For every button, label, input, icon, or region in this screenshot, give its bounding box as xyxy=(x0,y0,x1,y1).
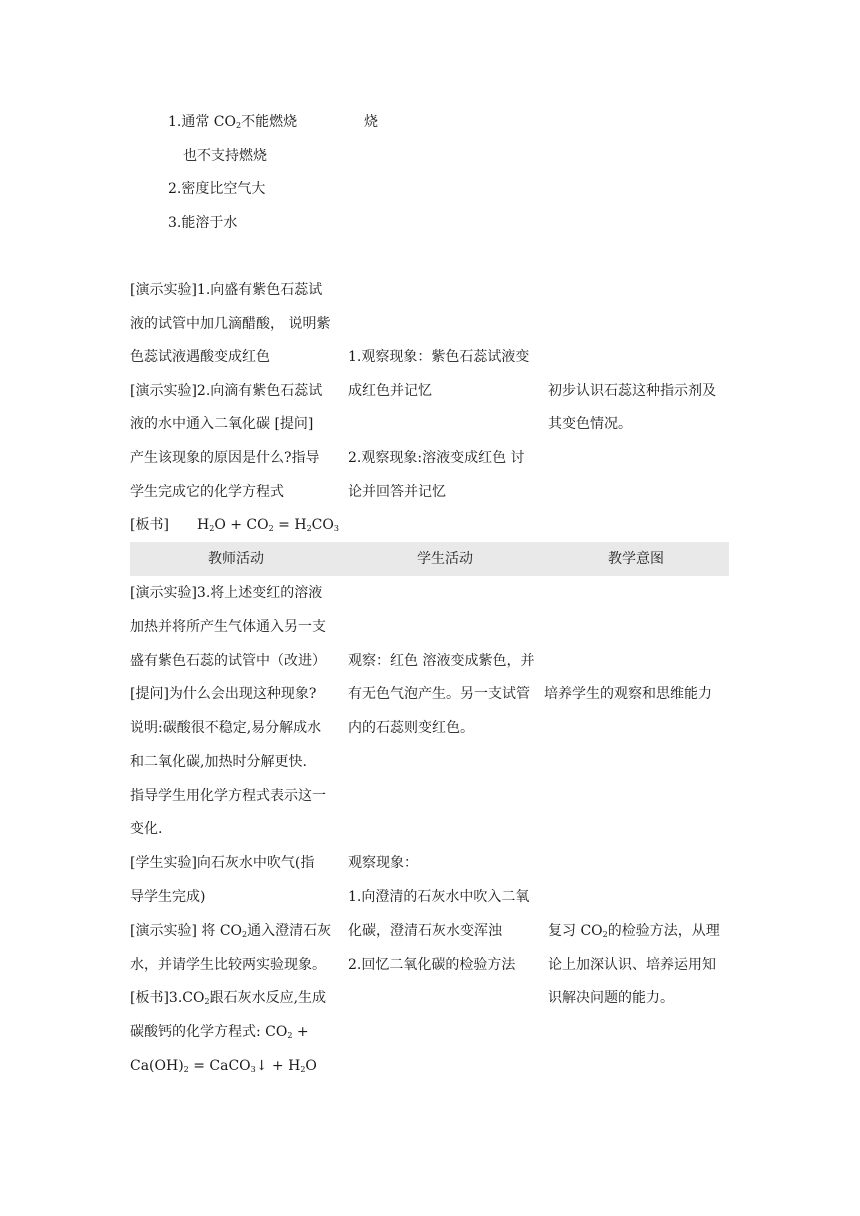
demo-4-sub: 2 xyxy=(242,930,248,939)
teacher-line: [演示实验]1.向盛有紫色石蕊试 xyxy=(130,282,323,298)
eq-sub: 2 xyxy=(306,524,312,533)
intent-2-line3: 识解决问题的能力。 xyxy=(548,990,674,1006)
board-2-sub: 2 xyxy=(204,997,210,1006)
list-item-1-text-a: 1.通常 CO xyxy=(168,114,236,130)
board-2-line2-a: 碳酸钙的化学方程式: CO xyxy=(130,1024,288,1040)
list-item-1 xyxy=(168,113,297,131)
teacher-line: 盛有紫色石蕊的试管中（改进） xyxy=(130,653,326,669)
eq-part: O xyxy=(305,1058,317,1074)
teacher-line: 变化. xyxy=(130,821,163,837)
intent-2-text-b: 的检验方法，从理 xyxy=(607,923,720,939)
teacher-line: 加热并将所产生气体通入另一支 xyxy=(130,619,326,635)
student-line: 内的石蕊则变红色。 xyxy=(348,720,474,736)
student-line: 化碳，澄清石灰水变浑浊 xyxy=(348,923,502,939)
board-2-text-a: [板书]3.CO xyxy=(130,990,205,1006)
header-teacher: 教师活动 xyxy=(208,551,264,567)
teacher-line: [提问]为什么会出现这种现象? xyxy=(130,686,317,702)
header-intent: 教学意图 xyxy=(608,551,664,567)
header-student: 学生活动 xyxy=(417,551,473,567)
teacher-line: [演示实验]2.向滴有紫色石蕊试 xyxy=(130,383,323,399)
student-line: 2.回忆二氧化碳的检验方法 xyxy=(348,957,516,973)
eq-part: H xyxy=(197,517,210,533)
eq-part: = CaCO xyxy=(188,1058,251,1074)
intent-2-line xyxy=(548,922,720,940)
teacher-line: 导学生完成) xyxy=(130,889,206,905)
teacher-line: 产生该现象的原因是什么?指导 xyxy=(130,450,320,466)
student-line: 成红色并记忆 xyxy=(348,383,432,399)
eq-sub: 2 xyxy=(268,524,274,533)
eq-sub: 2 xyxy=(300,1065,306,1074)
teacher-line: 色蕊试液遇酸变成红色 xyxy=(130,349,270,365)
board-2-line xyxy=(130,989,326,1007)
demo-4-line xyxy=(130,922,331,940)
demo-4-text-b: 通入澄清石灰 xyxy=(247,923,332,939)
teacher-line: [学生实验]向石灰水中吹气(指 xyxy=(130,855,315,871)
intent-line: 其变色情况。 xyxy=(548,416,632,432)
teacher-line: 液的试管中加几滴醋酸， 说明紫 xyxy=(130,316,331,332)
list-item-1-text-b: 不能燃烧 xyxy=(241,114,298,130)
list-item-2: 2.密度比空气大 xyxy=(168,181,266,197)
board-2-line2 xyxy=(130,1023,309,1041)
board-2-line2-sub: 2 xyxy=(287,1031,293,1040)
student-line: 观察：红色 溶液变成紫色，并 xyxy=(348,653,535,669)
demo-4-line2: 水，并请学生比较两实验现象。 xyxy=(130,957,326,973)
eq-part: = H xyxy=(273,517,307,533)
student-line: 观察现象： xyxy=(348,855,418,871)
student-line: 2.观察现象:溶液变成红色 讨 xyxy=(348,450,525,466)
teacher-line: 和二氧化碳,加热时分解更快. xyxy=(130,754,307,770)
teacher-line: 液的水中通入二氧化碳 [提问] xyxy=(130,416,314,432)
teacher-line: [演示实验]3.将上述变红的溶液 xyxy=(130,585,323,601)
eq-sub: 3 xyxy=(250,1065,256,1074)
student-line: 1.向澄清的石灰水中吹入二氧 xyxy=(348,889,530,905)
teacher-line: 学生完成它的化学方程式 xyxy=(130,484,284,500)
intent-2-line2: 论上加深认识、培养运用知 xyxy=(548,957,716,973)
student-line: 1.观察现象：紫色石蕊试液变 xyxy=(348,349,530,365)
eq-sub: 2 xyxy=(209,524,215,533)
board-equation xyxy=(197,516,339,534)
eq-sub: 2 xyxy=(183,1065,189,1074)
intent-2-sub: 2 xyxy=(602,930,608,939)
teacher-line: 说明:碳酸很不稳定,易分解成水 xyxy=(130,720,322,736)
eq-part: O + CO xyxy=(214,517,269,533)
student-line: 论并回答并记忆 xyxy=(348,484,446,500)
board-label: [板书] xyxy=(130,517,169,533)
demo-4-text-a: [演示实验] 将 CO xyxy=(130,923,243,939)
student-line: 有无色气泡产生。另一支试管 xyxy=(348,686,530,702)
intent-line: 培养学生的观察和思维能力 xyxy=(544,686,712,702)
teacher-line: 指导学生用化学方程式表示这一 xyxy=(130,788,326,804)
board-2-line2-b: + xyxy=(292,1024,309,1040)
board-2-line3 xyxy=(130,1057,317,1075)
list-item-1-sub: 2 xyxy=(236,121,242,130)
list-item-1-extra: 烧 xyxy=(364,114,378,130)
eq-part: Ca(OH) xyxy=(130,1058,184,1074)
intent-2-text-a: 复习 CO xyxy=(548,923,603,939)
intent-line: 初步认识石蕊这种指示剂及 xyxy=(548,383,716,399)
eq-part: CO xyxy=(311,517,334,533)
eq-part: ↓ + H xyxy=(255,1058,301,1074)
eq-sub: 3 xyxy=(333,524,339,533)
table-header xyxy=(130,542,729,576)
list-item-1-line2: 也不支持燃烧 xyxy=(183,148,267,164)
list-item-3: 3.能溶于水 xyxy=(168,215,238,231)
board-2-text-b: 跟石灰水反应,生成 xyxy=(209,990,327,1006)
